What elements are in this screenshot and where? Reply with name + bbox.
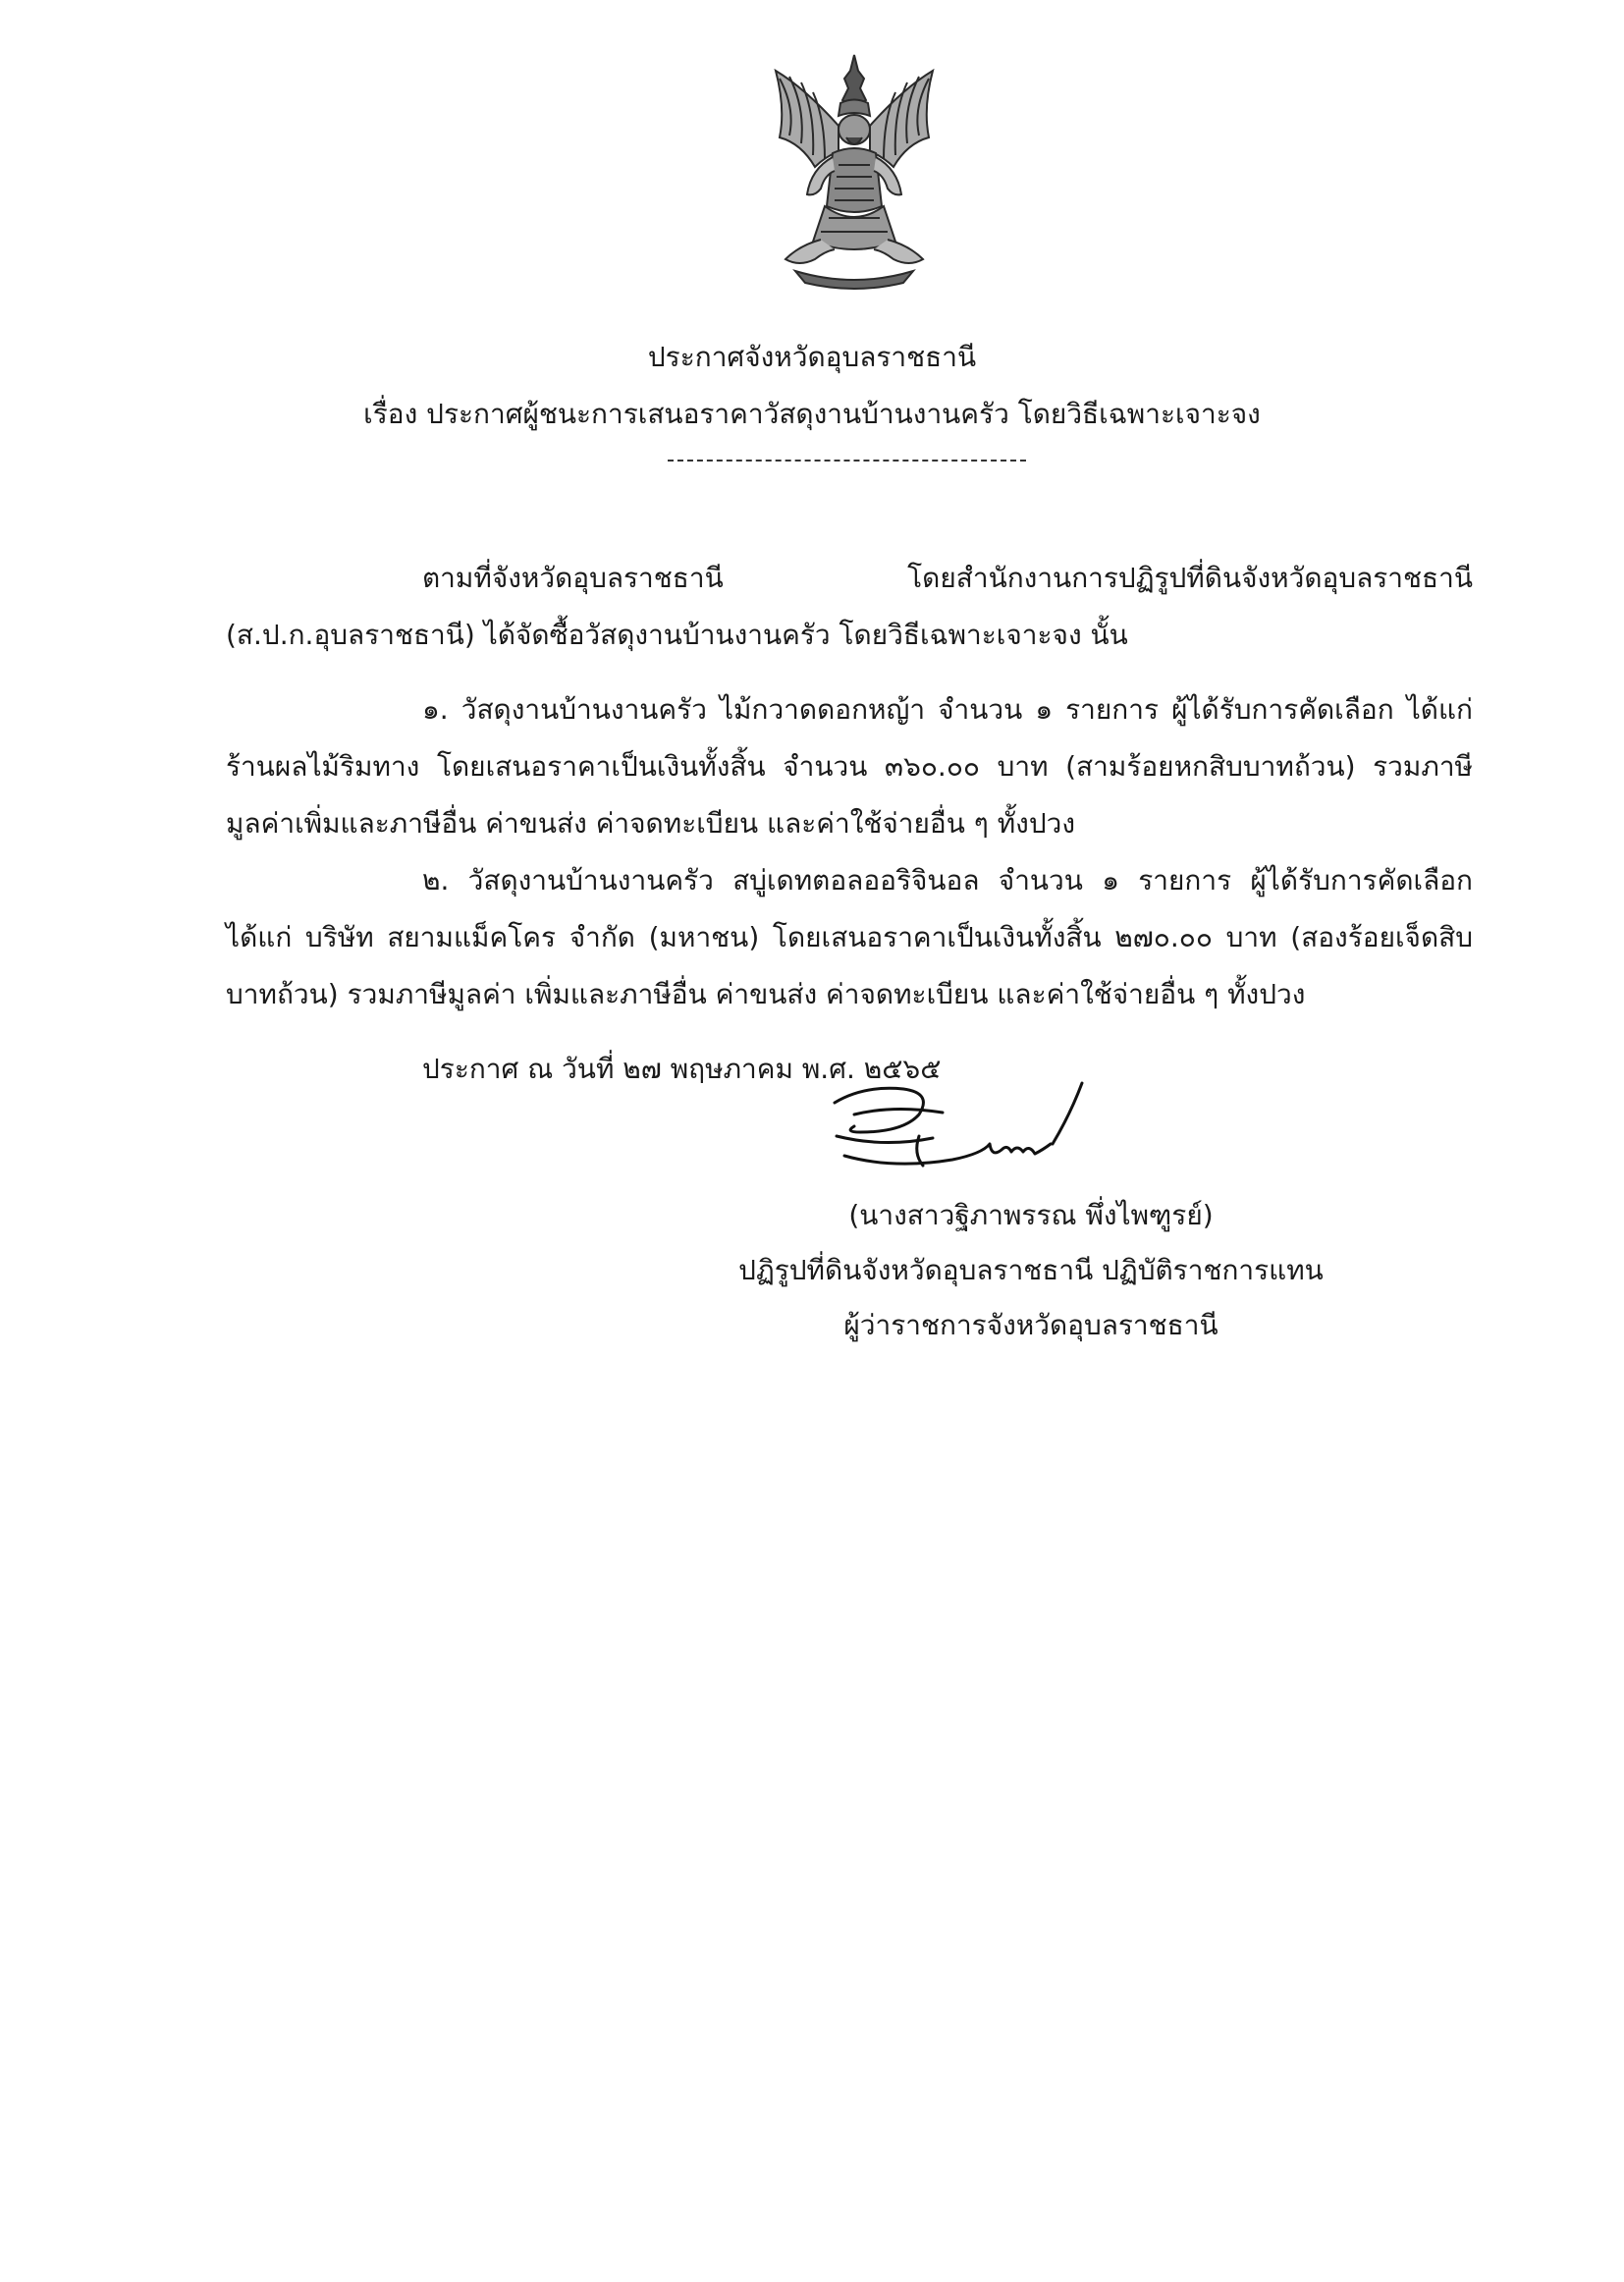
item-1-paragraph: ๑. วัสดุงานบ้านงานครัว ไม้กวาดดอกหญ้า จำนวน ๑ รายการ ผู้ได้รับการคัดเลือก ได้แก่ ร้านผลไม้ริมทาง โดยเสนอราคาเป็นเงินทั้งสิ้น จำนวน ๓๖๐.๐๐ บาท (สามร้อยหกสิบบาทถ้วน) รวมภาษีมูลค่าเพิ่มและภาษีอื่น ค่าขนส่ง ค่าจดทะเบียน และค่าใช้จ่ายอื่น ๆ ทั้งปวง bbox=[226, 693, 1473, 840]
signer-block bbox=[589, 1188, 1473, 1353]
signer-position-governor: ผู้ว่าราชการจังหวัดอุบลราชธานี bbox=[843, 1309, 1218, 1341]
announcement-title: ประกาศจังหวัดอุบลราชธานี bbox=[647, 341, 977, 373]
announcement-subject: เรื่อง ประกาศผู้ชนะการเสนอราคาวัสดุงานบ้านงานครัว โดยวิธีเฉพาะเจาะจง bbox=[363, 398, 1261, 430]
handwritten-signature bbox=[825, 1075, 1119, 1183]
signer-position: ปฏิรูปที่ดินจังหวัดอุบลราชธานี ปฏิบัติราชการแทน bbox=[738, 1254, 1324, 1286]
intro-paragraph: ตามที่จังหวัดอุบลราชธานี โดยสำนักงานการปฏิรูปที่ดินจังหวัดอุบลราชธานี (ส.ป.ก.อุบลราชธานี) ได้จัดซื้อวัสดุงานบ้านงานครัว โดยวิธีเฉพาะเจาะจง นั้น bbox=[226, 562, 1473, 651]
header-divider bbox=[668, 460, 1026, 462]
announcement-header bbox=[0, 329, 1624, 443]
announcement-date: ประกาศ ณ วันที่ ๒๗ พฤษภาคม พ.ศ. ๒๕๖๕ bbox=[422, 1053, 942, 1085]
announcement-body bbox=[226, 550, 1473, 1098]
garuda-emblem-icon bbox=[756, 49, 952, 295]
signer-name: (นางสาวฐิภาพรรณ พึ่งไพฑูรย์) bbox=[848, 1199, 1214, 1231]
item-2-paragraph: ๒. วัสดุงานบ้านงานครัว สบู่เดทตอลออริจินอล จำนวน ๑ รายการ ผู้ได้รับการคัดเลือก ได้แก่ บริษัท สยามแม็คโคร จำกัด (มหาชน) โดยเสนอราคาเป็นเงินทั้งสิ้น ๒๗๐.๐๐ บาท (สองร้อยเจ็ดสิบบาทถ้วน) รวมภาษีมูลค่า เพิ่มและภาษีอื่น ค่าขนส่ง ค่าจดทะเบียน และค่าใช้จ่ายอื่น ๆ ทั้งปวง bbox=[226, 864, 1473, 1010]
